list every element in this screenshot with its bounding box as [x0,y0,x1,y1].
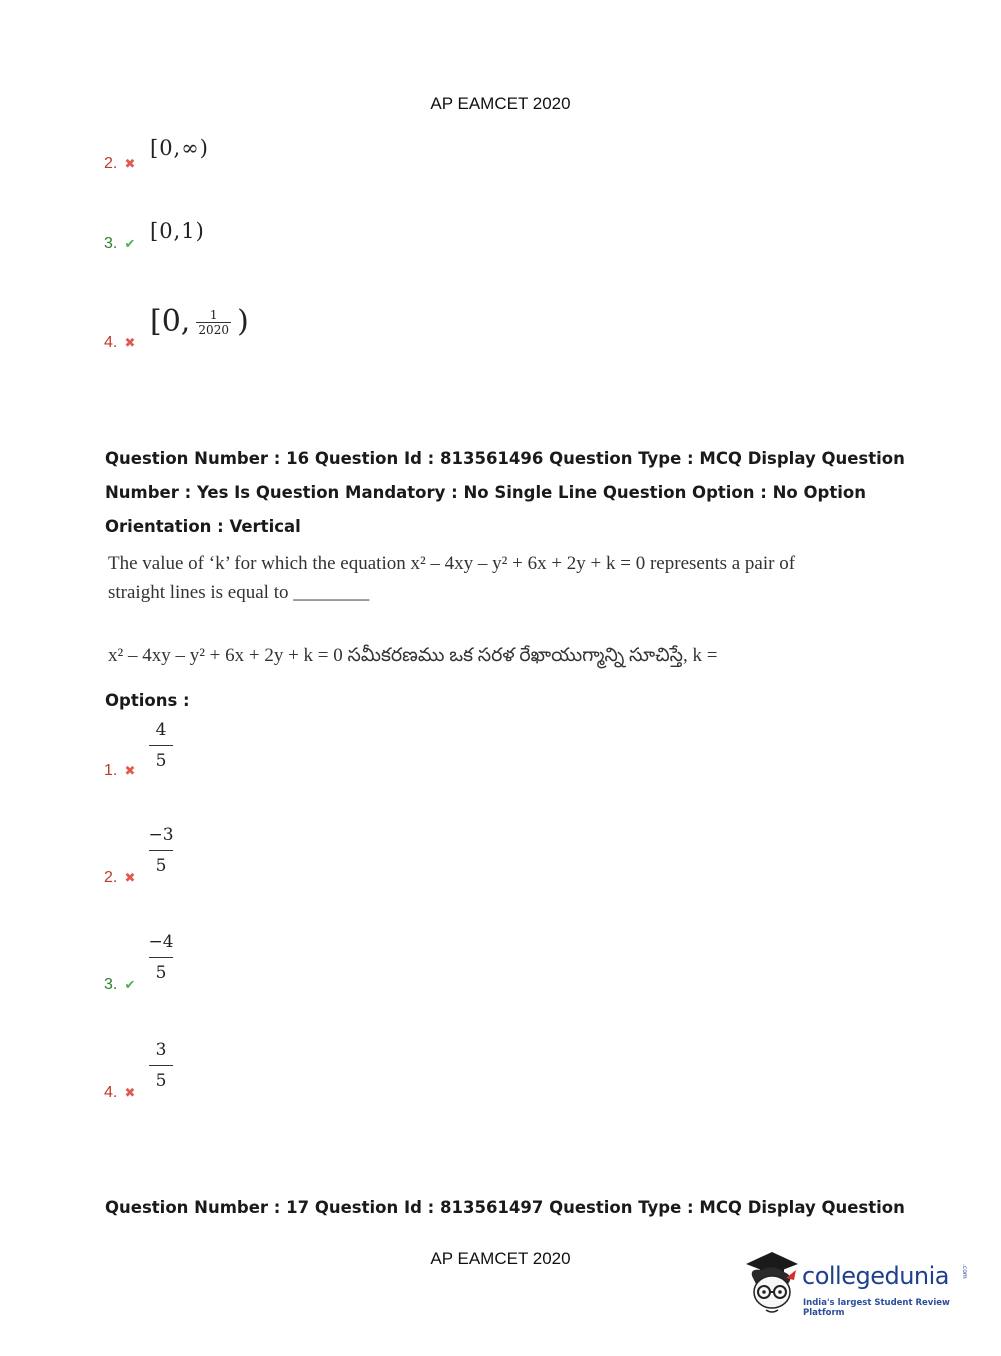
cross-icon: ✖ [124,157,136,172]
fraction-bar [149,957,173,958]
option-2 [104,867,135,887]
fraction-numerator: −3 [148,825,174,845]
option-3-fraction [147,931,175,984]
fraction-numerator: 3 [155,1040,167,1060]
logo-tagline: India's largest Student Review Platform [803,1298,950,1318]
question-16-telugu-line: x² – 4xy – y² + 6x + 2y + k = 0 సమీకరణము ఒక సరళ రేఖాయుగ్మాన్ని సూచిస్తే, k = [108,645,718,666]
question-16-english-line-2: straight lines is equal to ________ [108,582,370,603]
fraction-bar [149,1065,173,1066]
options-label: Options : [105,691,190,710]
question-16-meta-line-1: Question Number : 16 Question Id : 813561496 Question Type : MCQ Display Question [105,449,905,468]
fraction-denominator: 5 [155,1071,167,1091]
option-4 [104,1082,135,1102]
fraction-denominator: 2020 [198,322,229,337]
question-17-meta-line-1: Question Number : 17 Question Id : 813561497 Question Type : MCQ Display Question [105,1198,905,1217]
interval-open: [0, [150,304,191,339]
logo-name: collegedunia [802,1262,950,1290]
interval-close: ) [237,304,249,339]
option-3 [104,974,135,994]
option-number: 1. [104,762,118,779]
option-2-fraction [147,824,175,877]
prev-option-3-value: [0,1) [150,219,205,243]
page-footer: AP EAMCET 2020 [430,1249,571,1268]
prev-option-3 [104,233,135,253]
option-number: 4. [104,334,118,351]
fraction-numerator: 4 [155,720,167,740]
option-number: 3. [104,976,118,993]
option-number: 2. [104,155,118,172]
option-1 [104,760,135,780]
prev-option-2-value: [0,∞) [150,136,209,160]
cross-icon: ✖ [124,1086,136,1101]
cross-icon: ✖ [124,871,136,886]
option-1-fraction [147,719,175,772]
collegedunia-logo [742,1250,972,1320]
fraction-numerator: −4 [148,932,174,952]
prev-option-4 [104,332,135,352]
option-number: 3. [104,235,118,252]
check-icon: ✔ [124,237,136,252]
prev-option-4-value [150,300,249,344]
fraction-bar [149,850,173,851]
check-icon: ✔ [124,978,136,993]
option-number: 4. [104,1084,118,1101]
fraction-denominator: 5 [155,963,167,983]
cross-icon: ✖ [124,764,136,779]
page-header: AP EAMCET 2020 [430,94,571,113]
question-16-meta-line-3: Orientation : Vertical [105,517,301,536]
option-4-fraction [147,1039,175,1092]
logo-suffix: .com [961,1264,968,1279]
cross-icon: ✖ [124,336,136,351]
fraction-numerator: 1 [209,307,218,322]
fraction-bar [149,745,173,746]
fraction-denominator: 5 [155,751,167,771]
question-16-english-line-1: The value of ‘k’ for which the equation x² – 4xy – y² + 6x + 2y + k = 0 represents a pair of [108,553,796,574]
option-number: 2. [104,869,118,886]
fraction-denominator: 5 [155,856,167,876]
question-16-meta-line-2: Number : Yes Is Question Mandatory : No Single Line Question Option : No Option [105,483,866,502]
prev-option-2 [104,153,135,173]
interval-fraction [196,308,231,337]
mascot-icon [742,1250,800,1316]
